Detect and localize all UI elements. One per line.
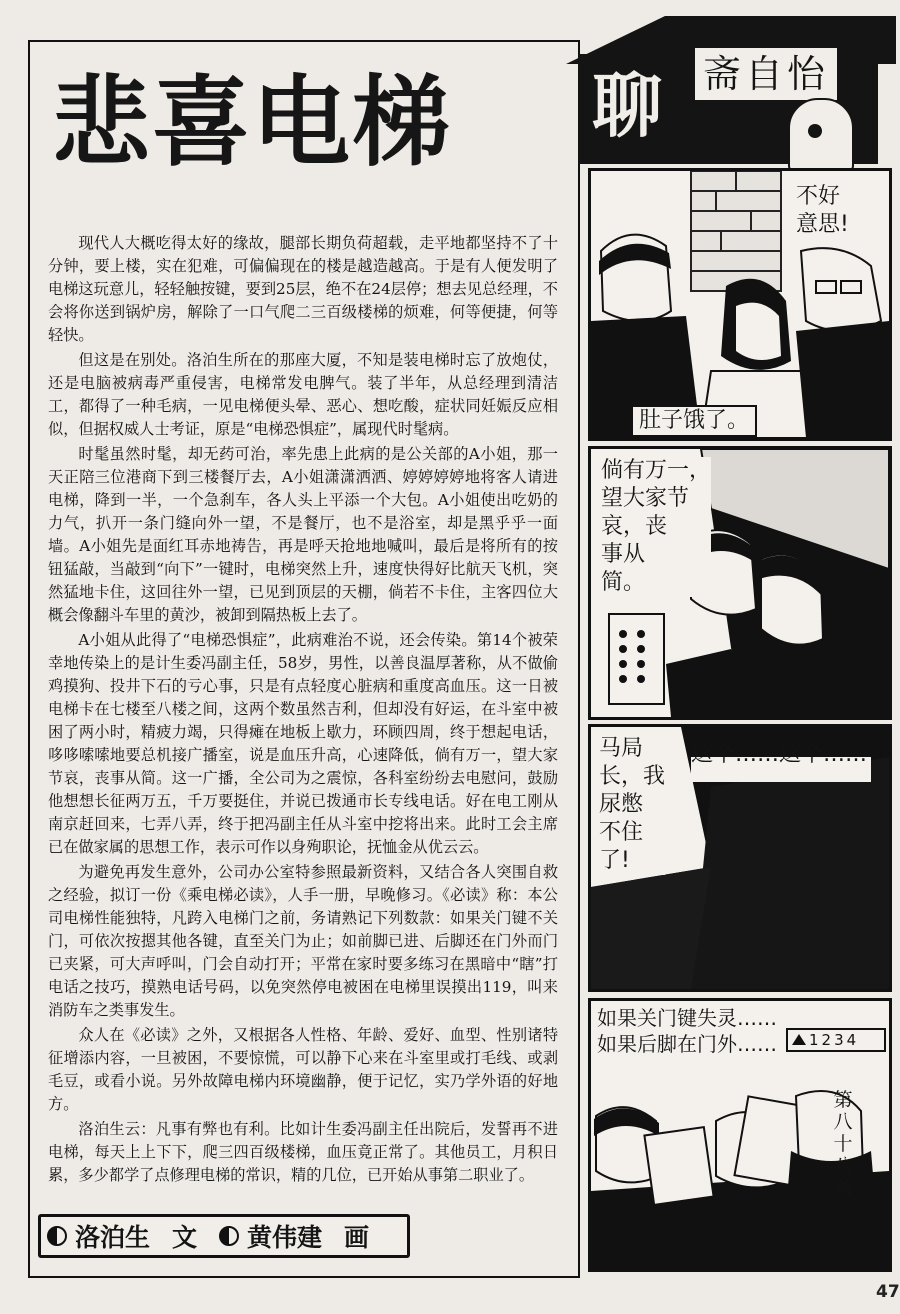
speech-bubble: 不好 意思! bbox=[796, 184, 849, 237]
paragraph: 现代人大概吃得太好的缘故，腿部长期负荷超载，走平地都坚持不了十分钟，要上楼，实在犯难，可偏偏现在的楼是越造越高。于是有人便发明了电梯这玩意儿，轻轻触按键，要到25层，绝不在24层停；想去见总经理，不会将你送到锅炉房，解除了一口气爬二三百级楼梯的烦难，何等便捷，何等轻快。 bbox=[48, 234, 558, 344]
author-name: 洛泊生 bbox=[75, 1223, 151, 1252]
page-number: 47 bbox=[876, 1282, 900, 1302]
speech-bubble: 如果关门键失灵…… 如果后脚在门外…… bbox=[597, 1006, 777, 1056]
column-header bbox=[558, 6, 900, 166]
paragraph: 为避免再发生意外，公司办公室特参照最新资料，又结合各人突围自救之经验，拟订一份《乘电梯必读》，人手一册，早晚修习。《必读》称：本公司电梯性能独特，凡跨入电梯门之前，务请熟记下列数款：如果关门键不关门，可依次按摁其他各键，直至关门为止；如前脚已进、后脚还在门外而门已夹紧，可大声呼叫，门会自动打开；平常在家时要多练习在黑暗中“瞎”打电话之技巧，摸熟电话号码，以免突然停电被困在电梯里误摸出119，叫来消防车之类事发生。 bbox=[48, 863, 558, 1019]
comic-panel-3 bbox=[588, 724, 892, 992]
paragraph: 时髦虽然时髦，却无药可治，率先患上此病的是公关部的A小姐，那一天正陪三位港商下到三楼餐厅去，A小姐潇潇洒洒、婷婷婷婷地将客人请进电梯，降到一半，一个急刹车，各人头上平添一个大包。A小姐使出吃奶的力气，扒开一条门缝向外一望，不是餐厅，也不是浴室，却是黑乎乎一面墙。A小姐先是面红耳赤地祷告，再是呼天抢地地喊叫，最后是将所有的按钮猛敲，当敲到“向下”一键时，电梯突然上升，速度快得好比航天飞机，突然猛地卡住，这回往外一望，已见到顶层的天棚，倘若不卡住，主客四位大概会像翻斗车里的黄沙，被卸到隔热板上去了。 bbox=[48, 445, 558, 624]
article-body bbox=[48, 232, 558, 1207]
article-title: 悲喜电梯 bbox=[52, 66, 453, 180]
floor-display: 1234 bbox=[809, 1031, 860, 1049]
artist-role: 画 bbox=[344, 1223, 370, 1252]
speech-bubble: 第 八 十 八 条 bbox=[833, 1089, 853, 1199]
comic-panel-4 bbox=[588, 998, 892, 1272]
paragraph: A小姐从此得了“电梯恐惧症”，此病难治不说，还会传染。第14个被荣幸地传染上的是计生委冯副主任，58岁，男性，以善良温厚著称，从不做偷鸡摸狗、投井下石的亏心事，只是有点轻度心脏病和重度高血压。这一日被电梯卡在七楼至八楼之间，这两个数虽然吉利，但却没有好运，在斗室中被困了两小时，精疲力竭，只得瘫在地板上歇力，环顾四周，终于想起电话，哆哆嗦嗦地要总机接广播室，说是血压升高，心速降低，倘有万一，望大家节哀，丧事从简。这一广播，全公司为之震惊，各科室纷纷去电慰问，鼓励他想想长征两万五，千万要挺住，并说已拨通市长专线电话。好在电工刚从南京赶回来，七弄八弄，终于把冯副主任从斗室中挖将出来。此时工会主席已在做家属的思想工作，表示可作以身殉职论，抚恤金从优云云。 bbox=[48, 631, 558, 856]
speech-bubble: 马局 长，我 尿憋 不住 了! bbox=[599, 736, 666, 873]
column-name-sub: 斋自怡 bbox=[693, 46, 839, 100]
speech-bubble: 这个……这个…… bbox=[691, 742, 868, 767]
speech-bubble: 肚子饿了。 bbox=[631, 405, 757, 437]
column-name-big: 聊 bbox=[588, 66, 666, 146]
cartoon-eye-icon bbox=[808, 124, 822, 138]
credit-bar bbox=[38, 1214, 410, 1258]
paragraph: 但这是在别处。洛泊生所在的那座大厦，不知是装电梯时忘了放炮仗，还是电脑被病毒严重侵害，电梯常发电脾气。装了半年，从总经理到清洁工，都得了一种毛病，一见电梯便头晕、恶心、想吃酸，症状同妊娠反应相似，但据权威人士考证，原是“电梯恐惧症”，属现代时髦病。 bbox=[48, 351, 558, 438]
comic-panel-1 bbox=[588, 168, 892, 441]
artist-name: 黄伟建 bbox=[247, 1223, 323, 1252]
speech-bubble: 倘有万一， 望大家节 哀，丧 事从 简。 bbox=[601, 458, 712, 595]
cartoon-face-icon bbox=[788, 98, 854, 172]
comic-panel-2 bbox=[588, 446, 892, 720]
half-circle-icon bbox=[47, 1226, 67, 1246]
author-role: 文 bbox=[172, 1223, 198, 1252]
paragraph: 洛泊生云：凡事有弊也有利。比如计生委冯副主任出院后，发誓再不进电梯，每天上上下下，爬三四百级楼梯，血压竟正常了。其他员工，月积日累，多少都学了点修理电梯的常识，精的几位，已开始从事第二职业了。 bbox=[48, 1120, 558, 1184]
paragraph: 众人在《必读》之外，又根据各人性格、年龄、爱好、血型、性别诸特征增添内容，一旦被困，不要惊慌，可以静下心来在斗室里或打毛线、或剥毛豆，或看小说。另外故障电梯内环境幽静，便于记忆，实乃学外语的好地方。 bbox=[48, 1026, 558, 1113]
half-circle-icon bbox=[219, 1226, 239, 1246]
